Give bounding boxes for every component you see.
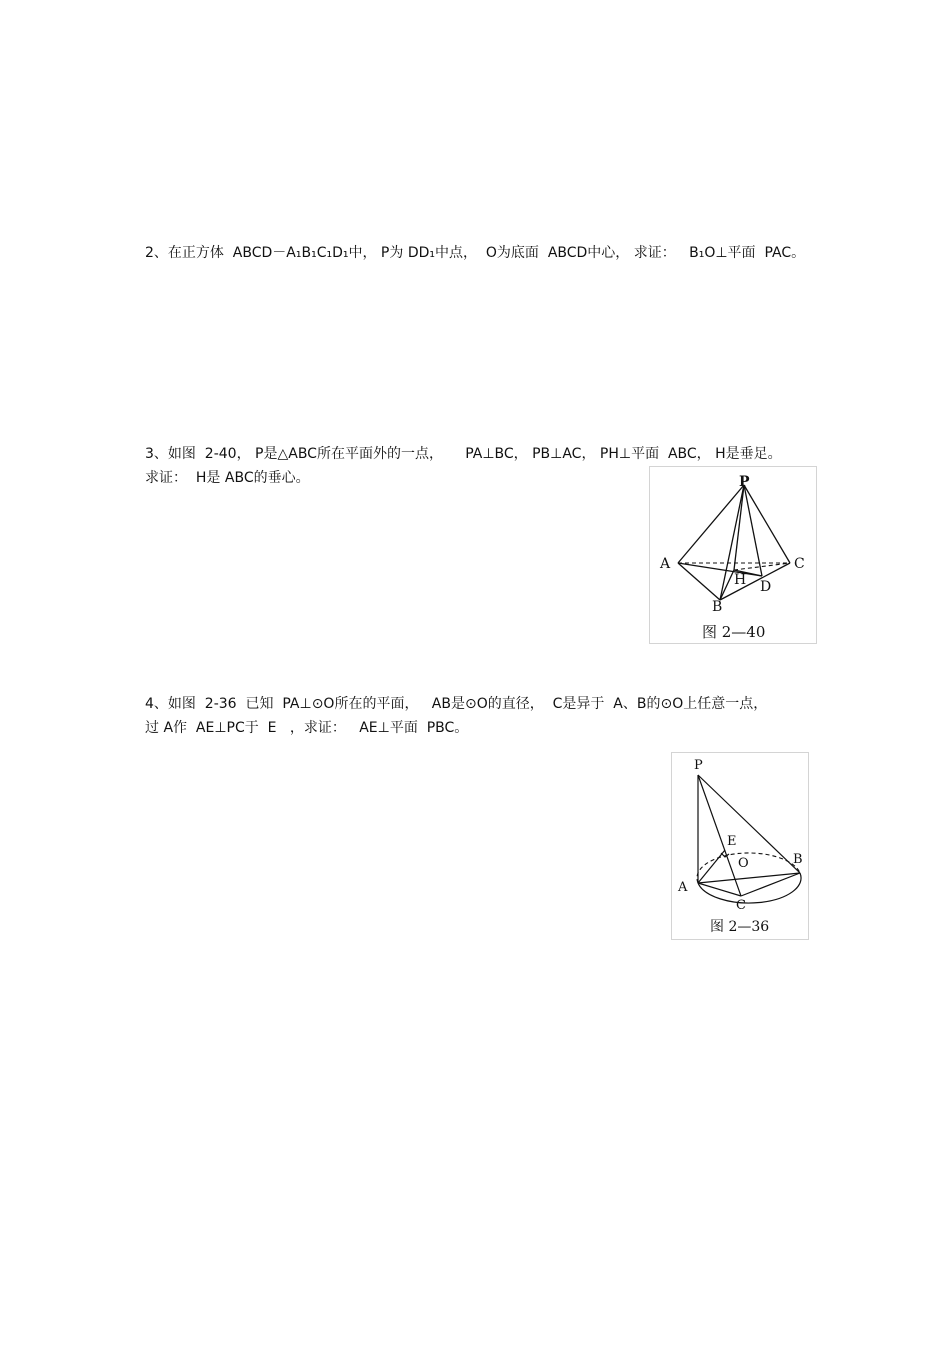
- label-p: P: [739, 474, 750, 490]
- label-h: H: [734, 572, 747, 588]
- segment-hc-hidden: [734, 563, 790, 570]
- label-a: A: [678, 880, 688, 895]
- cone-diagram: [672, 753, 808, 939]
- problem-2-text: 2、在正方体 ABCD－A₁B₁C₁D₁中， P为 DD₁中点， O为底面 ABCD中心， 求证： B₁O⊥平面 PAC。: [145, 245, 806, 261]
- segment-ab: [698, 873, 800, 883]
- label-e: E: [727, 834, 737, 849]
- label-a: A: [660, 556, 671, 572]
- label-p: P: [694, 758, 703, 773]
- segment-ac: [698, 883, 741, 896]
- problem-3-text-line-2: 求证： H是 ABC的垂心。: [145, 470, 310, 486]
- label-c: C: [794, 556, 805, 572]
- label-d: D: [760, 579, 772, 595]
- edge-bc: [720, 563, 790, 600]
- edge-pc: [744, 485, 790, 563]
- figure-2-36: [671, 752, 809, 940]
- label-o: O: [738, 856, 749, 871]
- edge-pa: [678, 485, 744, 563]
- problem-4-text-line-1: 4、如图 2-36 已知 PA⊥⊙O所在的平面， AB是⊙O的直径， C是异于 A、B的⊙O上任意一点，: [145, 696, 768, 712]
- right-angle-mark: [721, 853, 729, 857]
- segment-bh: [720, 570, 734, 600]
- figure-caption: 图 2—36: [710, 919, 770, 935]
- figure-2-40: [649, 466, 817, 644]
- label-b: B: [793, 852, 803, 867]
- figure-caption: 图 2—40: [702, 623, 766, 641]
- pyramid-diagram: [650, 467, 816, 643]
- segment-pb: [698, 775, 800, 873]
- segment-pd: [744, 485, 762, 576]
- problem-4-text-line-2: 过 A作 AE⊥PC于 E ，求证： AE⊥平面 PBC。: [145, 720, 469, 736]
- label-b: B: [712, 599, 723, 615]
- problem-3-text-line-1: 3、如图 2-40， P是△ABC所在平面外的一点， PA⊥BC， PB⊥AC， PH⊥平面 ABC， H是垂足。: [145, 446, 782, 462]
- label-c: C: [736, 898, 746, 913]
